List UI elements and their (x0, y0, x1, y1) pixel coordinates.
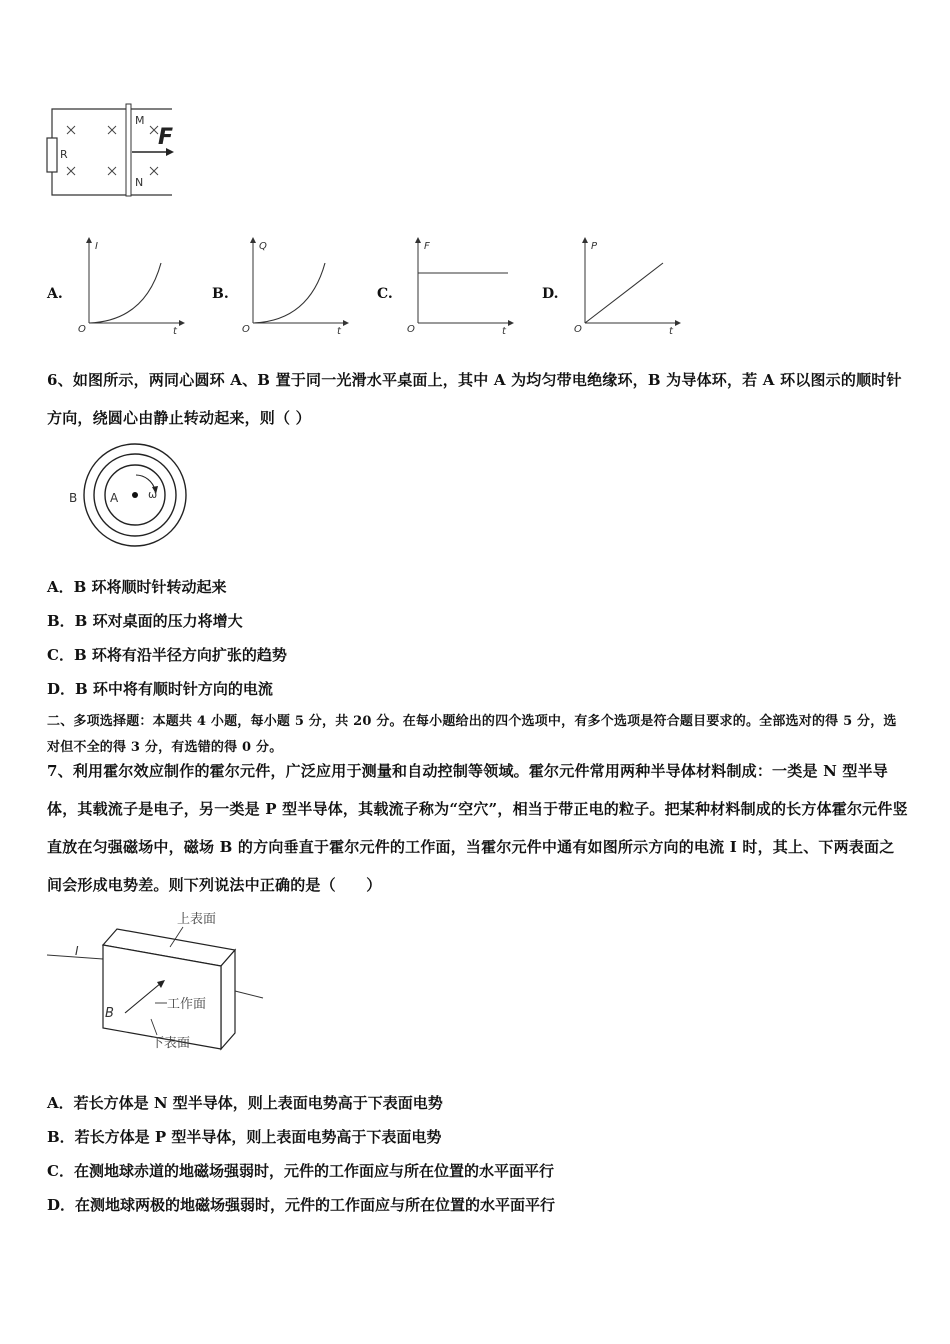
graph-a-y-label: I (95, 241, 98, 252)
graph-d-x-label: t (669, 326, 673, 335)
graph-d (571, 235, 681, 335)
graph-b-origin: O (242, 324, 250, 335)
field-label: B (105, 1006, 114, 1021)
graph-a-origin: O (78, 324, 86, 335)
graph-a-x-label: t (173, 326, 177, 335)
graph-c-x-label: t (502, 326, 506, 335)
circuit-figure (40, 100, 190, 200)
q6-option-d: D．B 环中将有顺时针方向的电流 (47, 680, 273, 698)
ring-label-b: B (69, 491, 78, 505)
resistor-label: R (60, 148, 68, 161)
graph-d-origin: O (574, 324, 582, 335)
rail-label-m: M (135, 114, 145, 127)
graph-option-d-letter: D. (542, 286, 559, 302)
ring-label-a: A (110, 491, 119, 505)
q6-option-a: A．B 环将顺时针转动起来 (47, 578, 227, 596)
graph-b (239, 235, 349, 335)
graph-option-a-letter: A. (47, 286, 63, 302)
q7-option-d: D．在测地球两极的地磁场强弱时，元件的工作面应与所在位置的水平面平行 (47, 1196, 556, 1214)
q6-option-b: B．B 环对桌面的压力将增大 (47, 612, 243, 630)
q7-option-a: A．若长方体是 N 型半导体，则上表面电势高于下表面电势 (47, 1094, 443, 1112)
current-label: I (75, 944, 79, 958)
q6-option-c: C．B 环将有沿半径方向扩张的趋势 (47, 646, 287, 664)
graph-b-y-label: Q (259, 241, 267, 252)
omega-label: ω (148, 488, 158, 501)
work-face-label: 工作面 (167, 997, 207, 1012)
question-7-text: 7、利用霍尔效应制作的霍尔元件，广泛应用于测量和自动控制等领域。霍尔元件常用两种半导体材料制成：一类是 N 型半导体，其载流子是电子，另一类是 P 型半导体，其载流子称为“空穴”，相当于带正电的粒子。把某种材料制成的长方体霍尔元件竖直放在匀强磁场中，磁场 B 的方向垂直于霍尔元件的工作面，当霍尔元件中通有如图所示方向的电流 I 时，其上、下两表面之间会形成电势差。则下列说法中正确的是（ ） (47, 762, 908, 894)
graph-b-x-label: t (337, 326, 341, 335)
top-surface-label: 上表面 (177, 912, 217, 927)
graph-option-c-letter: C. (377, 286, 393, 302)
graph-c-origin: O (407, 324, 415, 335)
graph-a (75, 235, 185, 335)
q7-option-c: C．在测地球赤道的地磁场强弱时，元件的工作面应与所在位置的水平面平行 (47, 1162, 554, 1180)
graph-c-y-label: F (424, 241, 430, 252)
force-label: F (158, 125, 174, 150)
bottom-surface-label: 下表面 (151, 1036, 191, 1051)
rail-label-n: N (135, 176, 144, 189)
graph-option-b-letter: B. (212, 286, 229, 302)
graph-c (404, 235, 514, 335)
section-2-heading: 二、多项选择题：本题共 4 小题，每小题 5 分，共 20 分。在每小题给出的四个选项中，有多个选项是符合题目要求的。全部选对的得 5 分，选对但不全的得 3 分，有选错的得 0 分。 (47, 714, 897, 755)
q7-option-b: B．若长方体是 P 型半导体，则上表面电势高于下表面电势 (47, 1128, 442, 1146)
concentric-rings-figure (60, 440, 200, 550)
question-6-text: 6、如图所示，两同心圆环 A、B 置于同一光滑水平桌面上，其中 A 为均匀带电绝缘环，B 为导体环，若 A 环以图示的顺时针方向，绕圆心由静止转动起来，则（ ） (47, 371, 902, 427)
graph-d-y-label: P (591, 241, 598, 252)
hall-element-figure (45, 905, 275, 1055)
